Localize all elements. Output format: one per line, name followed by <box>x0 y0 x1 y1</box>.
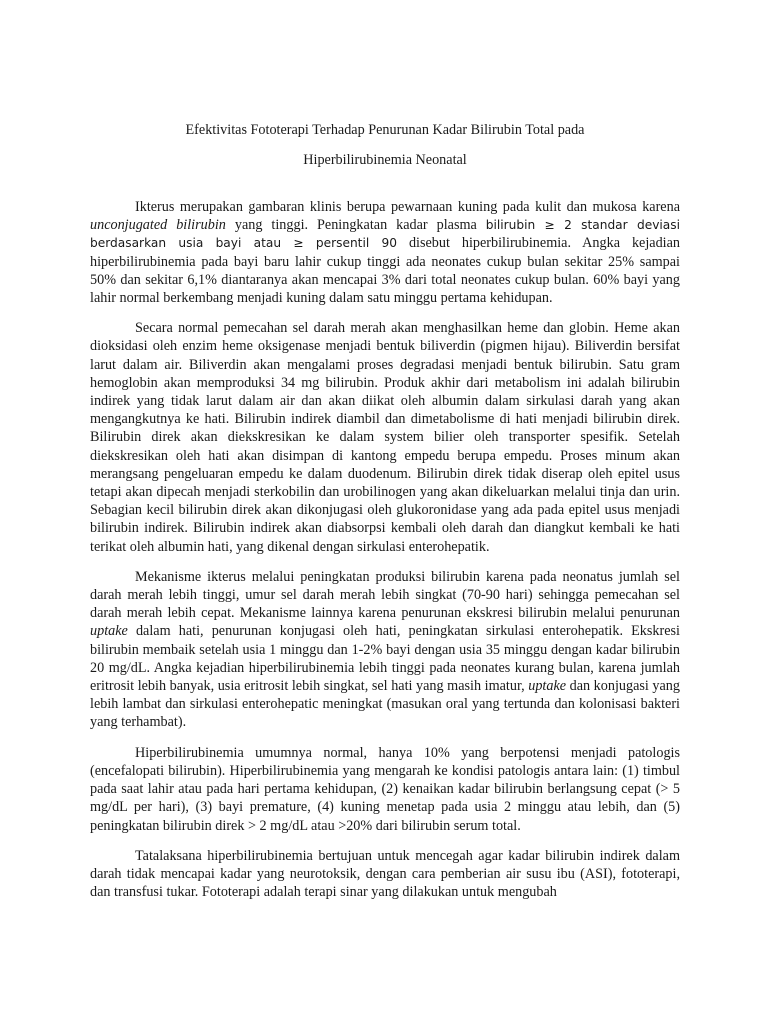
paragraph-3-text-a: Mekanisme ikterus melalui peningkatan produksi bilirubin karena pada neonatus jumlah sel darah merah lebih tinggi, umur sel darah merah lebih singkat (70-90 hari) sehingga pemecahan sel darah merah lebih cepat. Mekanisme lainnya karena penurunan ekskresi bilirubin melalui penurunan <box>90 568 680 622</box>
paragraph-1-sans-phrase: bilirubin ≥ 2 standar deviasi berdasarkan usia bayi atau ≥ persentil 90 <box>90 218 680 251</box>
document-title-line-1: Efektivitas Fototerapi Terhadap Penurunan Kadar Bilirubin Total pada <box>185 122 585 138</box>
paragraph-5: Tatalaksana hiperbilirubinemia bertujuan untuk mencegah agar kadar bilirubin indirek dalam darah tidak mencapai kadar yang neurotoksik, dengan cara pemberian air susu ibu (ASI), fototerapi, dan transfusi tukar. Fototerapi adalah terapi sinar yang dilakukan untuk mengubah <box>90 847 680 901</box>
paragraph-1-text-c: yang tinggi. Peningkatan kadar plasma <box>225 217 486 234</box>
paragraph-1-text-e: disebut hiperbilirubinemia. Angka kejadian hiperbilirubinemia pada bayi baru lahir cukup tinggi ada neonates cukup bulan sekitar 25% sampai 50% dan sekitar 6,1% diantaranya akan mencapai 3% dari total neonates cukup bulan. 60% bayi yang lahir normal berkembang menjadi kuning dalam satu minggu pertama kehidupan. <box>90 235 680 307</box>
paragraph-1-italic-term: unconjugated bilirubin <box>90 217 226 234</box>
paragraph-1-text-a: Ikterus merupakan gambaran klinis berupa pewarnaan kuning pada kulit dan mukosa karena <box>135 199 680 215</box>
paragraph-3 <box>90 568 680 732</box>
paragraph-3-italic-uptake-2: uptake <box>528 678 567 695</box>
document-body <box>90 121 680 901</box>
paragraph-1 <box>90 198 680 307</box>
paragraph-3-text-c: dalam hati, penurunan konjugasi oleh hati, peningkatan sirkulasi enterohepatik. Ekskresi bilirubin membaik setelah usia 1 minggu dan 1-2% bayi dengan usia 35 minggu dengan kadar bilirubin 20 mg/dL. Angka kejadian hiperbilirubinemia lebih tinggi pada neonates kurang bulan, karena jumlah eritrosit lebih banyak, usia eritrosit lebih singkat, sel hati yang masih imatur, <box>90 623 680 695</box>
document-title-line-2: Hiperbilirubinemia Neonatal <box>303 152 467 168</box>
paragraph-3-text-e: dan konjugasi yang lebih lambat dan sirkulasi enterohepatic meningkat (masukan oral yang tertunda dan kolonisasi bakteri yang terhambat). <box>90 678 680 731</box>
paragraph-2: Secara normal pemecahan sel darah merah akan menghasilkan heme dan globin. Heme akan dioksidasi oleh enzim heme oksigenase menjadi bentuk biliverdin (pigmen hijau). Biliverdin bersifat larut dalam air. Biliverdin akan mengalami proses degradasi menjadi bentuk bilirubin. Satu gram hemoglobin akan memproduksi 34 mg bilirubin. Produk akhir dari metabolism ini adalah bilirubin indirek yang tidak larut dalam air dan akan diikat oleh albumin dalam sirkulasi darah yang akan mengangkutnya ke hati. Bilirubin indirek diambil dan dimetabolisme di hati menjadi bilirubin direk. Bilirubin direk akan diekskresikan ke dalam system bilier oleh transporter spesifik. Setelah diekskresikan oleh hati akan disimpan di kantong empedu berupa empedu. Proses minum akan merangsang pengeluaran empedu ke dalam duodenum. Bilirubin direk tidak diserap oleh epitel usus tetapi akan dipecah menjadi sterkobilin dan urobilinogen yang akan dikeluarkan melalui tinja dan urin. Sebagian kecil bilirubin direk akan dikonjugasi oleh glukoronidase yang ada pada epitel usus menjadi bilirubin indirek. Bilirubin indirek akan diabsorpsi kembali oleh darah dan diangkut kembali ke hati terikat oleh albumin hati, yang dikenal dengan sirkulasi enterohepatik. <box>90 320 680 555</box>
paragraph-3-italic-uptake-1: uptake <box>90 623 128 640</box>
paragraph-4: Hiperbilirubinemia umumnya normal, hanya 10% yang berpotensi menjadi patologis (encefalopati bilirubin). Hiperbilirubinemia yang mengarah ke kondisi patologis antara lain: (1) timbul pada saat lahir atau pada hari pertama kehidupan, (2) kenaikan kadar bilirubin berlangsung cepat (> 5 mg/dL per hari), (3) bayi premature, (4) kuning menetap pada usia 2 minggu atau lebih, dan (5) peningkatan bilirubin direk > 2 mg/dL atau >20% dari bilirubin serum total. <box>90 744 680 834</box>
